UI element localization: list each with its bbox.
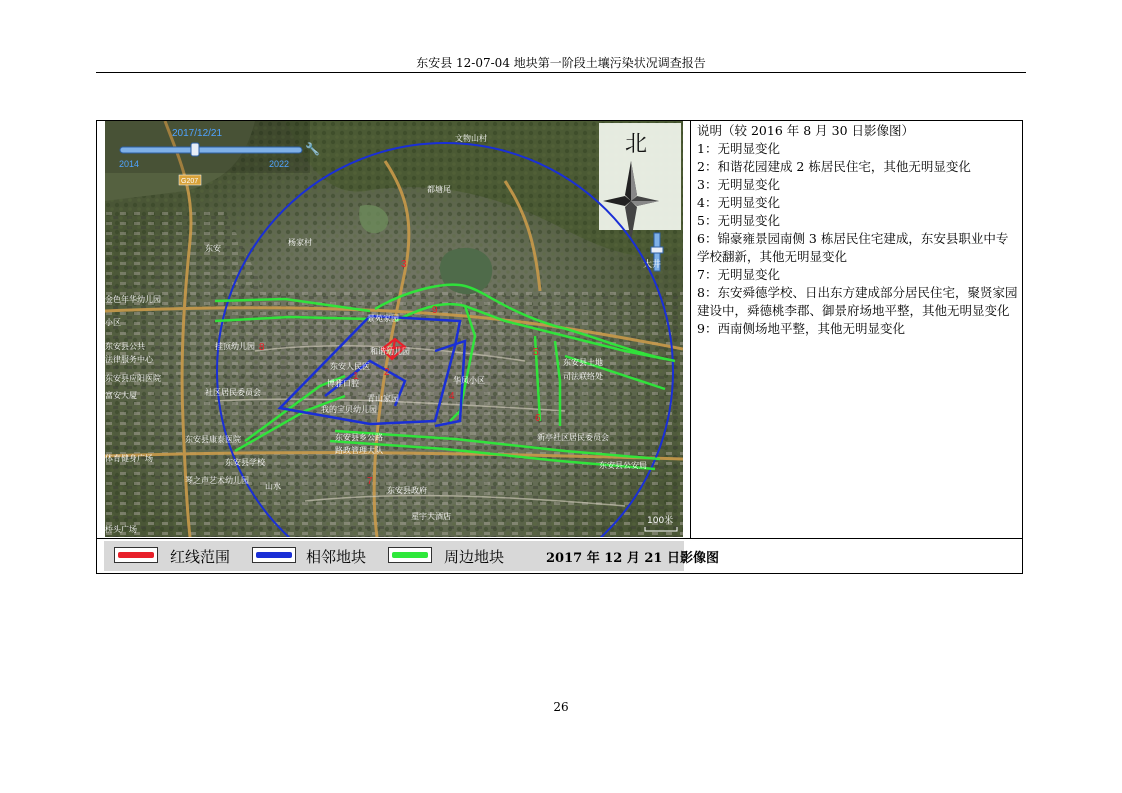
label-dajing: 大井 (643, 259, 662, 269)
svg-text:杨家村: 杨家村 (288, 238, 312, 247)
legend-red-swatch (114, 547, 158, 563)
svg-text:新亭社区居民委员会: 新亭社区居民委员会 (537, 433, 609, 442)
svg-text:东安县应阳医院: 东安县应阳医院 (105, 374, 161, 383)
timeline-handle[interactable] (191, 143, 199, 156)
note-item: 9：西南侧场地平整，其他无明显变化 (697, 321, 905, 336)
svg-text:山水: 山水 (265, 482, 281, 491)
satellite-map[interactable] (105, 121, 683, 537)
svg-text:东安县公安局: 东安县公安局 (599, 461, 647, 470)
timeline-start: 2014 (119, 159, 140, 169)
svg-text:G207: G207 (181, 178, 199, 185)
note-item: 2：和谐花园建成 2 栋居民住宅，其他无明显变化 (697, 159, 971, 174)
svg-text:东安县土地: 东安县土地 (563, 358, 603, 367)
svg-text:文物山村: 文物山村 (455, 134, 487, 143)
note-item: 4：无明显变化 (697, 195, 780, 210)
north-label: 北 (625, 132, 648, 157)
note-item: 1：无明显变化 (697, 141, 780, 156)
svg-text:法律服务中心: 法律服务中心 (105, 355, 153, 364)
timeline-end: 2022 (269, 159, 290, 169)
svg-text:富安大厦: 富安大厦 (105, 391, 137, 400)
svg-text:东安: 东安 (205, 244, 221, 253)
page-number: 26 (553, 700, 569, 714)
notes-column (697, 122, 1019, 338)
svg-text:和谐幼儿园: 和谐幼儿园 (370, 347, 410, 356)
figure-caption: 2017 年 12 月 21 日影像图 (546, 551, 719, 566)
svg-text:5: 5 (533, 347, 539, 358)
svg-text:7: 7 (367, 476, 373, 487)
note-item: 5：无明显变化 (697, 213, 780, 228)
table-vertical-divider (690, 120, 691, 538)
table-horizontal-divider (96, 538, 1023, 539)
note-item: 8：东安舜德学校、日出东方建成部分居民住宅，聚贤家园建设中，舜德桃李郡、御景府场地平整，其他无明显变化 (697, 285, 1018, 318)
wrench-icon: 🔧 (305, 142, 320, 156)
timeline-slider[interactable] (105, 121, 320, 173)
svg-text:东安县政府: 东安县政府 (387, 486, 427, 495)
svg-text:8: 8 (259, 342, 265, 353)
legend-red-label: 红线范围 (170, 548, 231, 566)
svg-text:琴之声艺术幼儿园: 琴之声艺术幼儿园 (185, 476, 249, 485)
svg-text:博雅口腔: 博雅口腔 (327, 379, 359, 388)
header-rule (96, 72, 1026, 73)
svg-text:社区居民委员会: 社区居民委员会 (205, 388, 261, 397)
compass-widget[interactable] (599, 123, 681, 241)
svg-text:司法联络处: 司法联络处 (563, 372, 603, 381)
legend-green-swatch (388, 547, 432, 563)
svg-text:6: 6 (535, 413, 541, 424)
svg-text:挂顶幼儿园: 挂顶幼儿园 (215, 342, 255, 351)
svg-text:星宇大酒店: 星宇大酒店 (411, 512, 451, 521)
legend-blue-swatch (252, 547, 296, 563)
svg-text:9: 9 (432, 305, 438, 316)
note-item: 3：无明显变化 (697, 177, 780, 192)
legend-blue-label: 相邻地块 (306, 548, 367, 566)
notes-title: 说明（较 2016 年 8 月 30 日影像图） (697, 123, 915, 138)
svg-text:东安县学校: 东安县学校 (225, 458, 265, 467)
road-shield (179, 175, 201, 185)
timeline-date: 2017/12/21 (172, 128, 223, 139)
svg-text:2: 2 (384, 367, 390, 378)
svg-text:100米: 100米 (647, 516, 674, 526)
svg-text:4: 4 (449, 391, 455, 402)
page-header-title: 东安县 12-07-04 地块第一阶段土壤污染状况调查报告 (416, 56, 706, 70)
svg-text:体育健身广场: 体育健身广场 (105, 454, 153, 463)
note-item: 7：无明显变化 (697, 267, 780, 282)
svg-text:东安人民医: 东安人民医 (330, 362, 370, 371)
svg-text:都塘尾: 都塘尾 (427, 185, 451, 194)
legend-green-label: 周边地块 (444, 548, 505, 566)
svg-text:东安县乡公路: 东安县乡公路 (335, 433, 383, 442)
svg-text:东安县公共: 东安县公共 (105, 342, 145, 351)
svg-text:景苑家园: 景苑家园 (367, 314, 399, 323)
svg-text:华凤小区: 华凤小区 (453, 376, 485, 385)
svg-text:金色年华幼儿园: 金色年华幼儿园 (105, 295, 161, 304)
svg-text:东安县康泰医院: 东安县康泰医院 (185, 435, 241, 444)
svg-text:桥头广场: 桥头广场 (105, 525, 137, 534)
svg-text:小区: 小区 (105, 318, 121, 327)
svg-text:青山家园: 青山家园 (367, 394, 399, 403)
svg-text:路政管理大队: 路政管理大队 (335, 446, 383, 455)
note-item: 6：锦豪雍景园南侧 3 栋居民住宅建成，东安县职业中专学校翻新，其他无明显变化 (697, 231, 1009, 264)
svg-text:我的宝贝幼儿园: 我的宝贝幼儿园 (321, 405, 377, 414)
svg-text:3: 3 (401, 259, 407, 270)
svg-text:1: 1 (353, 371, 359, 382)
